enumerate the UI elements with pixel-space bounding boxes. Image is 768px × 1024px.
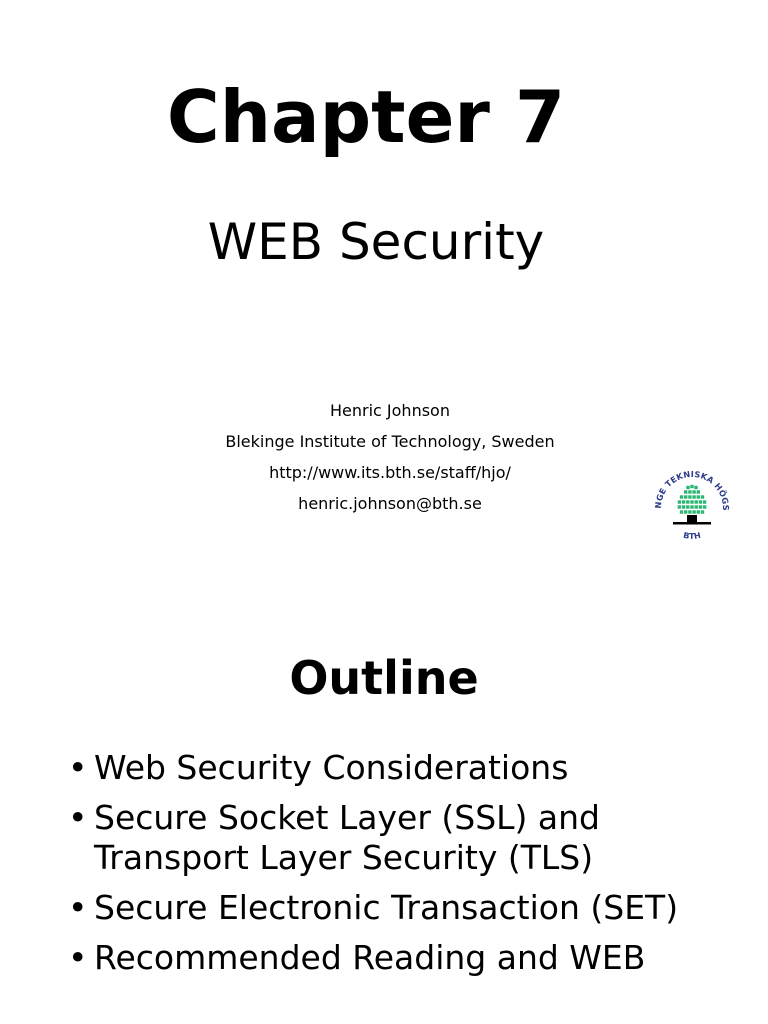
logo-tree-leaf [690, 500, 693, 503]
author-name: Henric Johnson [330, 401, 450, 420]
logo-tree-leaf [694, 486, 697, 489]
logo-tree-leaf [686, 486, 689, 489]
logo-ring-text-top: NGE TEKNISKA HÖGS [652, 468, 732, 511]
author-institution: Blekinge Institute of Technology, Sweden [225, 432, 555, 451]
logo-tree-leaf [686, 505, 689, 508]
chapter-subtitle: WEB Security [207, 213, 545, 271]
logo-tree-leaf [690, 485, 693, 488]
logo-tree-leaf [701, 495, 704, 498]
logo-tree-leaf [688, 490, 691, 493]
outline-item-text: Secure Electronic Transaction (SET) [94, 888, 679, 927]
outline-item [68, 798, 748, 878]
logo-tree-leaf [684, 490, 687, 493]
bullet-icon: • [68, 748, 88, 787]
logo-tree-leaf [703, 500, 706, 503]
bullet-icon: • [68, 888, 88, 927]
bth-logo [647, 462, 737, 552]
logo-tree-leaf [697, 510, 700, 513]
logo-tree-leaf [690, 505, 693, 508]
outline-list [68, 748, 748, 988]
logo-tree-leaf [688, 510, 691, 513]
logo-ground [673, 522, 711, 525]
logo-tree-leaf [692, 510, 695, 513]
logo-tree-leaf [695, 500, 698, 503]
logo-tree-leaf [682, 500, 685, 503]
outline-item [68, 888, 748, 928]
logo-tree-leaf [680, 510, 683, 513]
chapter-title: Chapter 7 [166, 75, 566, 159]
logo-trunk [687, 515, 697, 523]
logo-tree-leaf [686, 500, 689, 503]
logo-tree-leaf [684, 495, 687, 498]
logo-tree-leaf [699, 500, 702, 503]
outline-item [68, 938, 748, 978]
logo-tree-leaf [699, 505, 702, 508]
logo-tree-leaf [695, 505, 698, 508]
logo-tree-leaf [678, 505, 681, 508]
logo-tree-leaf [692, 495, 695, 498]
author-email: henric.johnson@bth.se [298, 494, 482, 513]
logo-tree-leaf [682, 505, 685, 508]
logo-ring-text-bottom: BTH [682, 530, 702, 541]
logo-tree-leaf [688, 495, 691, 498]
logo-tree-leaf [703, 505, 706, 508]
logo-tree-leaf [697, 490, 700, 493]
bullet-icon: • [68, 938, 88, 977]
outline-item [68, 748, 748, 788]
outline-title: Outline [289, 651, 479, 705]
bth-seal-icon [647, 462, 737, 552]
bullet-icon: • [68, 798, 88, 837]
outline-item-text: Web Security Considerations [94, 748, 569, 787]
logo-tree-leaf [684, 510, 687, 513]
outline-item-text: Secure Socket Layer (SSL) and Transport Layer Security (TLS) [94, 798, 600, 877]
logo-tree-leaf [692, 490, 695, 493]
logo-tree-leaf [701, 510, 704, 513]
outline-item-text: Recommended Reading and WEB [94, 938, 646, 977]
logo-tree-leaf [678, 500, 681, 503]
logo-tree-leaf [697, 495, 700, 498]
author-url: http://www.its.bth.se/staff/hjo/ [269, 463, 511, 482]
logo-tree-leaf [680, 495, 683, 498]
